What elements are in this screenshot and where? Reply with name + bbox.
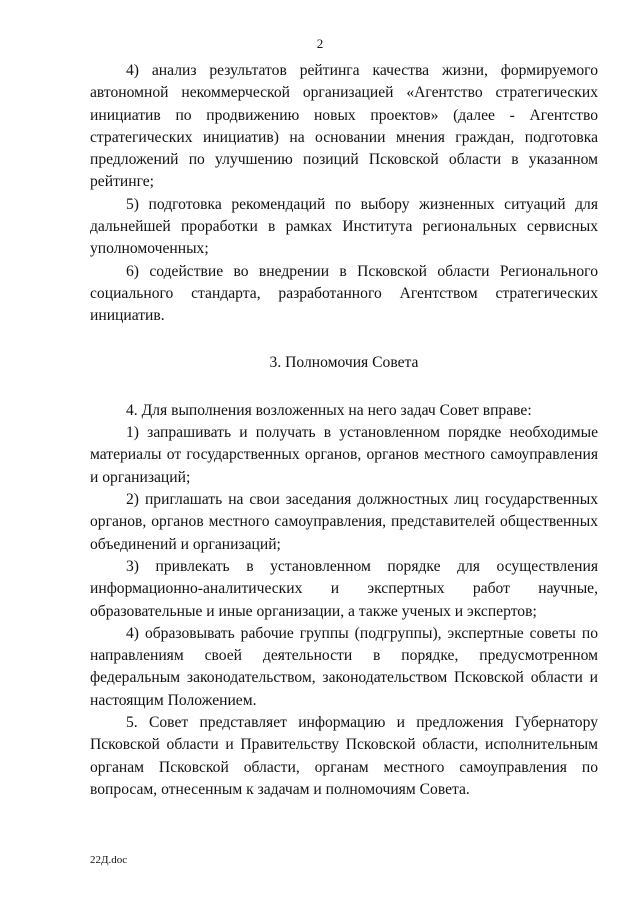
paragraph-right-2-invite-officials: 2) приглашать на свои заседания должностных лиц государственных органов, органов местного самоуправления, представителей общественных объединений и организаций; — [90, 491, 598, 553]
paragraph-clause-4-intro: 4. Для выполнения возложенных на него задач Совет вправе: — [126, 401, 532, 419]
paragraph-item-4-rating-analysis: 4) анализ результатов рейтинга качества жизни, формируемого автономной некоммерческой организацией «Агентство стратегических инициатив по продвижению новых проектов» (далее - Агентство стратегических инициатив) на основании мнения граждан, подготовка предложений по улучшению позиций Псковской области в указанном рейтинге; — [90, 62, 598, 191]
document-body — [90, 60, 598, 801]
page-number: 2 — [316, 36, 324, 51]
section-heading: 3. Полномочия Совета — [269, 353, 419, 371]
paragraph-right-4-working-groups: 4) образовывать рабочие группы (подгруппы), экспертные советы по направлениям своей деятельности в порядке, предусмотренном федеральным законодательством, законодательством Псковской области и настоящим Положением. — [90, 624, 598, 709]
paragraph-item-5-recommendations: 5) подготовка рекомендаций по выбору жизненных ситуаций для дальнейшей проработки в рамках Института региональных сервисных уполномоченных; — [90, 195, 598, 258]
paragraph-right-3-engage-organizations: 3) привлекать в установленном порядке для осуществления информационно-аналитических и экспертных работ научные, образовательные и иные организации, а также ученых и экспертов; — [90, 557, 598, 620]
footer-filename: 22Д.doc — [90, 854, 128, 866]
paragraph-item-6-social-standard: 6) содействие во внедрении в Псковской области Регионального социального стандарта, разработанного Агентством стратегических инициатив. — [90, 262, 598, 325]
paragraph-right-1-request-materials: 1) запрашивать и получать в установленном порядке необходимые материалы от государственных органов, органов местного самоуправления и организаций; — [90, 424, 598, 486]
paragraph-clause-5-information: 5. Совет представляет информацию и предложения Губернатору Псковской области и Правительству Псковской области, исполнительным органам Псковской области, органам местного самоуправления по вопросам, отнесенным к задачам и полномочиям Совета. — [90, 714, 598, 798]
